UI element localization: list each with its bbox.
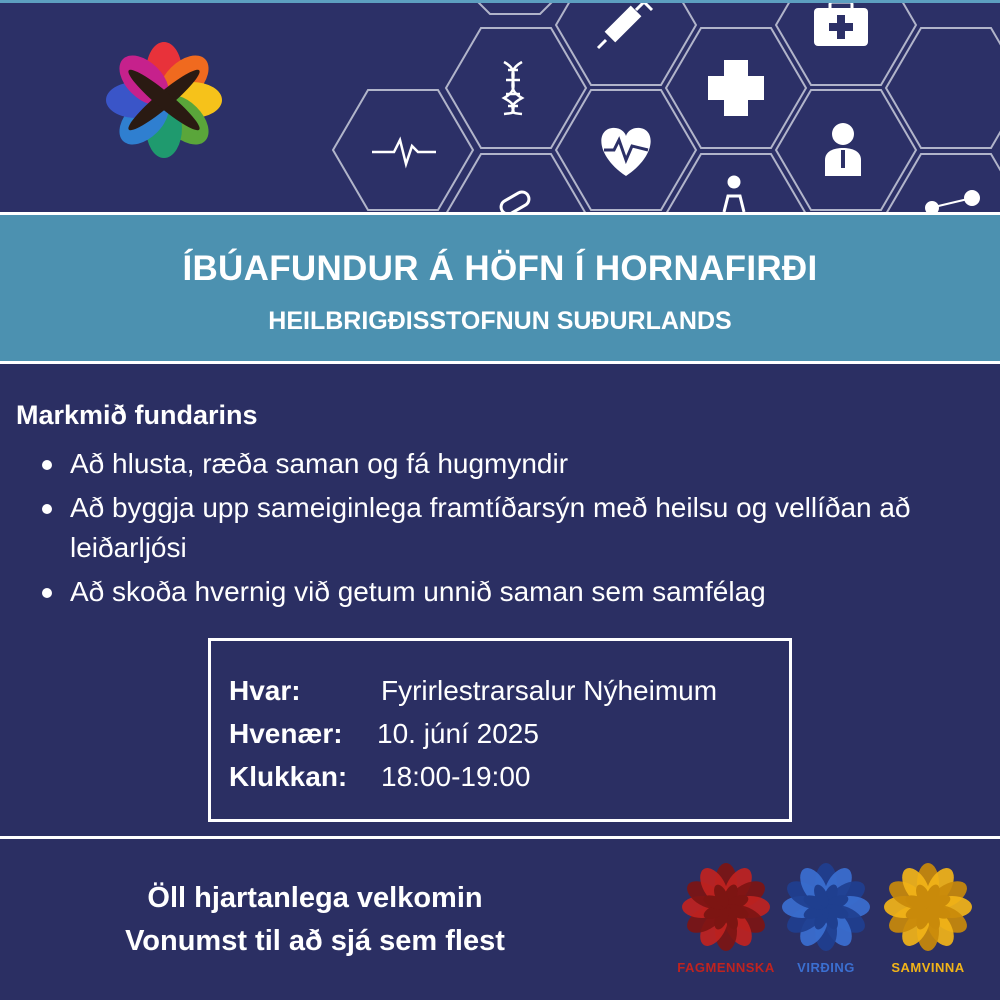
- hexagon: [886, 154, 1000, 212]
- hexagon: [446, 28, 586, 148]
- first-aid-kit-icon: [814, 2, 868, 46]
- red-flower-icon: [681, 862, 771, 952]
- header-banner: [0, 0, 1000, 212]
- goal-text: Að skoða hvernig við getum unnið saman sem samfélag: [70, 576, 766, 607]
- value-label-virding: VIRÐING: [797, 960, 855, 975]
- blue-flower-icon: [781, 862, 871, 952]
- event-details-box: [208, 638, 792, 822]
- value-label-fagmennska: FAGMENNSKA: [677, 960, 775, 975]
- value-badge-fagmennska: [676, 862, 776, 982]
- top-accent-line: [0, 0, 1000, 3]
- title-band: [0, 212, 1000, 364]
- pill-icon: [499, 189, 532, 212]
- time-label: Klukkan:: [229, 761, 348, 792]
- bullet-icon: [42, 460, 52, 470]
- yellow-flower-icon: [883, 862, 973, 952]
- dna-icon: [504, 62, 522, 114]
- goal-text: Að hlusta, ræða saman og fá hugmyndir: [70, 448, 569, 479]
- where-value: Fyrirlestrarsalur Nýheimum: [381, 675, 718, 706]
- value-badge-samvinna: [878, 862, 978, 982]
- list-item: [38, 444, 978, 484]
- syringe-icon: [598, 0, 652, 48]
- closing-text: Vonumst til að sjá sem flest: [125, 925, 505, 957]
- value-badge-virding: [776, 862, 876, 982]
- goals-heading: Markmið fundarins: [16, 400, 258, 430]
- molecule-icon: [926, 191, 979, 212]
- hexagon: [446, 154, 586, 212]
- where-label: Hvar:: [229, 675, 301, 706]
- list-item: [38, 572, 978, 612]
- when-label: Hvenær:: [229, 718, 343, 749]
- footer-divider: [0, 836, 1000, 839]
- when-value: 10. júní 2025: [377, 718, 539, 749]
- heartbeat-heart-icon: [601, 128, 650, 176]
- event-title: ÍBÚAFUNDUR Á HÖFN Í HORNAFIRÐI: [182, 249, 818, 288]
- list-item: [38, 488, 978, 568]
- welcome-text: Öll hjartanlega velkomin: [147, 882, 483, 914]
- value-label-samvinna: SAMVINNA: [891, 960, 965, 975]
- event-subtitle: HEILBRIGÐISSTOFNUN SUÐURLANDS: [268, 307, 732, 335]
- multicolor-flower-logo-icon: [104, 40, 224, 160]
- doctor-icon: [825, 123, 861, 176]
- pulse-line-icon: [372, 140, 436, 164]
- microscope-icon: [724, 177, 744, 212]
- bullet-icon: [42, 588, 52, 598]
- bullet-icon: [42, 504, 52, 514]
- medical-cross-icon: [708, 60, 764, 116]
- goal-text: Að byggja upp sameiginlega framtíðarsýn með heilsu og vellíðan að leiðarljósi: [70, 492, 911, 563]
- goals-list: [38, 444, 978, 616]
- time-value: 18:00-19:00: [381, 761, 531, 792]
